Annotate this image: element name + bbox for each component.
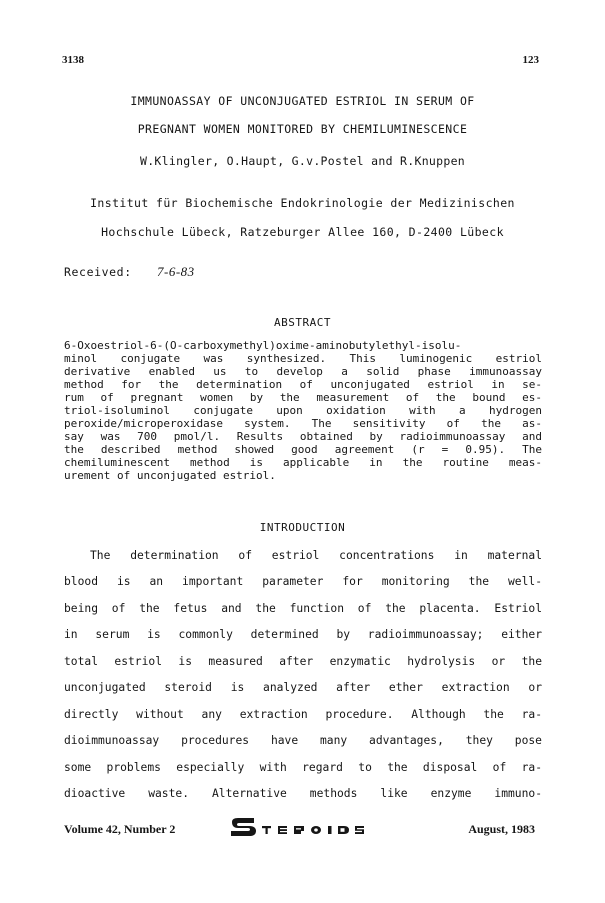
intro-line: unconjugated steroid is analyzed after ether extraction or: [64, 681, 542, 694]
received-date: 7-6-83: [157, 264, 195, 279]
abstract-line: urement of unconjugated estriol.: [64, 469, 276, 482]
intro-line: blood is an important parameter for monitoring the well-: [64, 575, 542, 588]
institution-line-2: Hochschule Lübeck, Ratzeburger Allee 160, D-2400 Lübeck: [101, 225, 504, 239]
intro-line: directly without any extraction procedure. Although the ra-: [64, 708, 542, 721]
abstract-line: triol-isoluminol conjugate upon oxidation with a hydrogen: [64, 404, 542, 417]
abstract-line: 6-Oxoestriol-6-(O-carboxymethyl)oxime-aminobutylethyl-isolu-: [64, 339, 462, 352]
abstract-line: minol conjugate was synthesized. This luminogenic estriol: [64, 352, 542, 365]
intro-line: dioimmunoassay procedures have many advantages, they pose: [64, 734, 542, 747]
footer-date: August, 1983: [468, 822, 535, 836]
abstract-line: peroxide/microperoxidase system. The sensitivity of the as-: [64, 417, 542, 430]
footer-volume: Volume 42, Number 2: [64, 822, 176, 836]
institution-line-1: Institut für Biochemische Endokrinologie der Medizinischen: [90, 196, 515, 210]
abstract-line: derivative enabled us to develop a solid phase immunoassay: [64, 365, 542, 378]
page-number-right: 123: [522, 54, 539, 66]
intro-line: The determination of estriol concentrations in maternal: [90, 549, 542, 562]
abstract-line: the described method showed good agreement (r = 0.95). The: [64, 443, 542, 456]
abstract-line: chemiluminescent method is applicable in the routine meas-: [64, 456, 542, 469]
intro-line: in serum is commonly determined by radioimmunoassay; either: [64, 628, 542, 641]
intro-line: dioactive waste. Alternative methods like enzyme immuno-: [64, 787, 542, 800]
abstract-line: method for the determination of unconjugated estriol in se-: [64, 378, 542, 391]
title-line-2: PREGNANT WOMEN MONITORED BY CHEMILUMINESCENCE: [137, 122, 468, 136]
received-label: Received:: [64, 265, 132, 279]
authors: W.Klingler, O.Haupt, G.v.Postel and R.Knuppen: [139, 154, 466, 168]
intro-line: being of the fetus and the function of the placenta. Estriol: [64, 602, 542, 615]
introduction-heading: INTRODUCTION: [259, 521, 346, 534]
abstract-line: say was 700 pmol/l. Results obtained by radioimmunoassay and: [64, 430, 542, 443]
steroids-logo-icon: [228, 817, 378, 837]
abstract-line: rum of pregnant women by the measurement of the bound es-: [64, 391, 542, 404]
intro-line: some problems especially with regard to the disposal of ra-: [64, 761, 542, 774]
intro-line: total estriol is measured after enzymatic hydrolysis or the: [64, 655, 542, 668]
page-number-left: 3138: [62, 54, 84, 66]
title-line-1: IMMUNOASSAY OF UNCONJUGATED ESTRIOL IN SERUM OF: [130, 94, 475, 108]
abstract-heading: ABSTRACT: [274, 316, 331, 329]
